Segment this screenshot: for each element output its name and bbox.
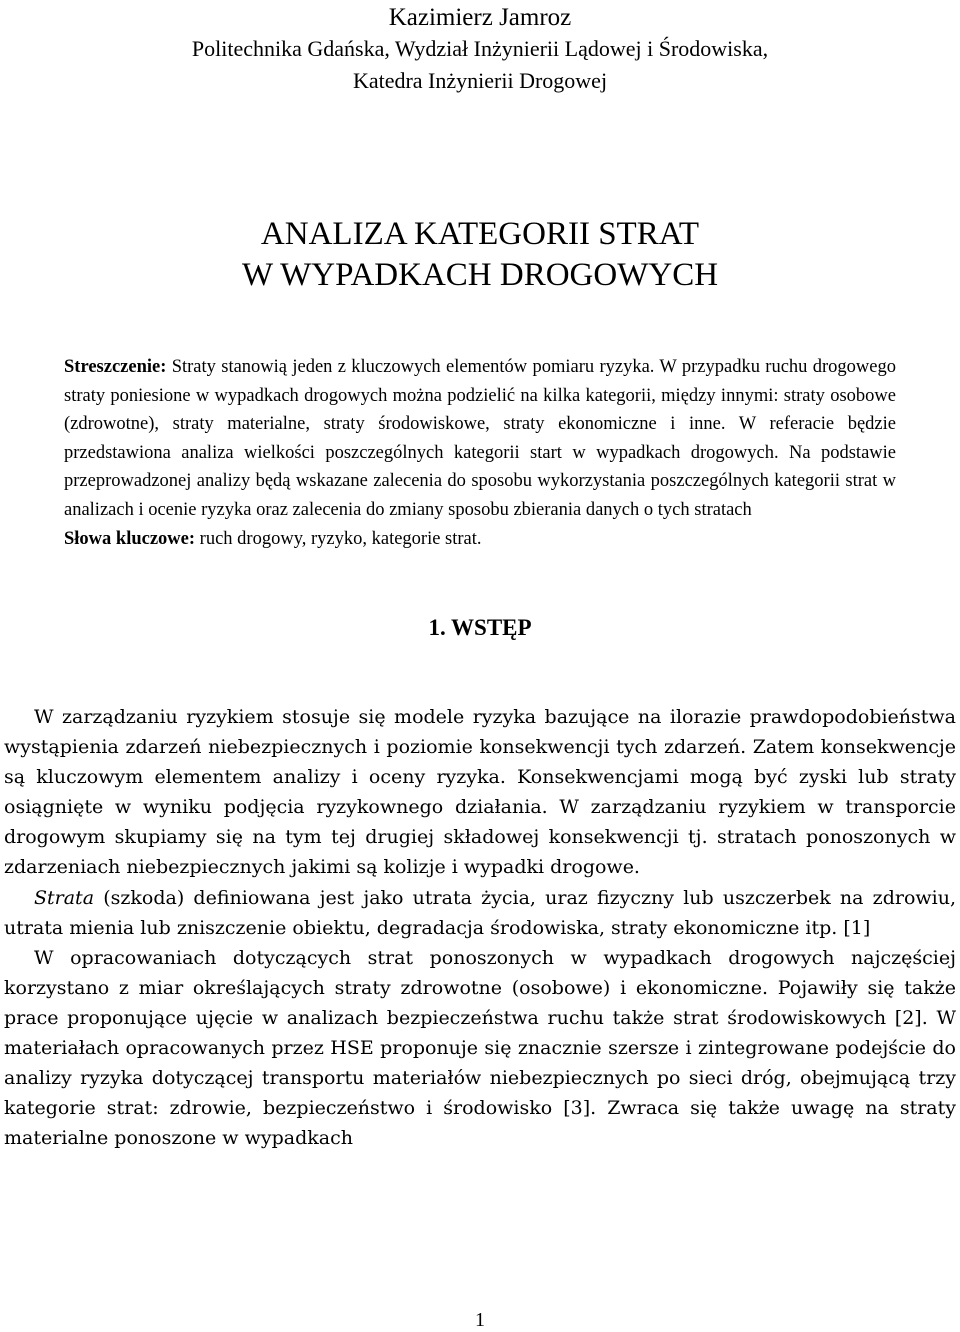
body-paragraph-2	[4, 883, 956, 943]
keywords-line	[64, 525, 896, 554]
affiliation-line-1: Politechnika Gdańska, Wydział Inżynierii Lądowej i Środowiska,	[191, 36, 769, 61]
paper-title	[0, 214, 960, 296]
title-line-2: W WYPADKACH DROGOWYCH	[241, 257, 719, 293]
abstract-block	[64, 353, 896, 553]
abstract-label: Streszczenie:	[64, 357, 167, 377]
title-line-1: ANALIZA KATEGORII STRAT	[260, 216, 700, 252]
abstract-paragraph	[64, 353, 896, 525]
affiliation-line-2: Katedra Inżynierii Drogowej	[352, 68, 608, 93]
body-paragraph-3: W opracowaniach dotyczących strat ponoszonych w wypadkach drogowych najczęściej korzystano z miar określających straty zdrowotne (osobowe) i ekonomiczne. Pojawiły się także prace proponujące ujęcie w analizach bezpieczeństwa ruchu także strat środowiskowych [2]. W materiałach opracowanych przez HSE proponuje się znacznie szersze i zintegrowane podejście do analizy ryzyka dotyczącej transportu materiałów niebezpiecznych po sieci dróg, obejmującą trzy kategorie strat: zdrowie, bezpieczeństwo i środowisko [3]. Zwraca się także uwagę na straty materialne ponoszone w wypadkach	[4, 946, 956, 1150]
body-paragraph-1: W zarządzaniu ryzykiem stosuje się modele ryzyka bazujące na ilorazie prawdopodobieństwa wystąpienia zdarzeń niebezpiecznych i poziomie konsekwencji tych zdarzeń. Zatem konsekwencje są kluczowym elementem analizy i oceny ryzyka. Konsekwencjami mogą być zyski lub straty osiągnięte w wyniku podjęcia ryzykownego działania. W zarządzaniu ryzykiem w transporcie drogowym skupiamy się na tym tej drugiej składowej konsekwencji tj. stratach ponoszonych w zdarzeniach niebezpiecznych jakimi są kolizje i wypadki drogowe.	[4, 706, 956, 879]
abstract-text: Straty stanowią jeden z kluczowych elementów pomiaru ryzyka. W przypadku ruchu drogowego straty poniesione w wypadkach drogowych można podzielić na kilka kategorii, między innymi: straty osobowe (zdrowotne), straty materialne, straty środowiskowe, straty ekonomiczne i inne. W referacie będzie przedstawiona analiza wielkości poszczególnych kategorii start w wypadkach drogowych. Na podstawie przeprowadzonej analizy będą wskazane zalecenia do sposobu wykorzystania poszczególnych kategorii strat w analizach i ocenie ryzyka oraz zalecenia do zmiany sposobu zbierania danych o tych stratach	[64, 357, 896, 520]
section-body	[4, 702, 956, 1153]
body-paragraph-2-text: (szkoda) definiowana jest jako utrata życia, uraz fizyczny lub uszczerbek na zdrowiu, utrata mienia lub zniszczenie obiektu, degradacja środowiska, straty ekonomiczne itp. [1]	[4, 886, 956, 939]
keywords-label: Słowa kluczowe:	[64, 528, 196, 549]
keywords-text: ruch drogowy, ryzyko, kategorie strat.	[195, 528, 482, 549]
section-heading-intro: 1. WSTĘP	[428, 615, 532, 640]
term-strata: Strata	[34, 886, 95, 909]
author-name: Kazimierz Jamroz	[388, 4, 572, 31]
page-number: 1	[475, 1309, 485, 1331]
paper-header	[0, 0, 960, 97]
